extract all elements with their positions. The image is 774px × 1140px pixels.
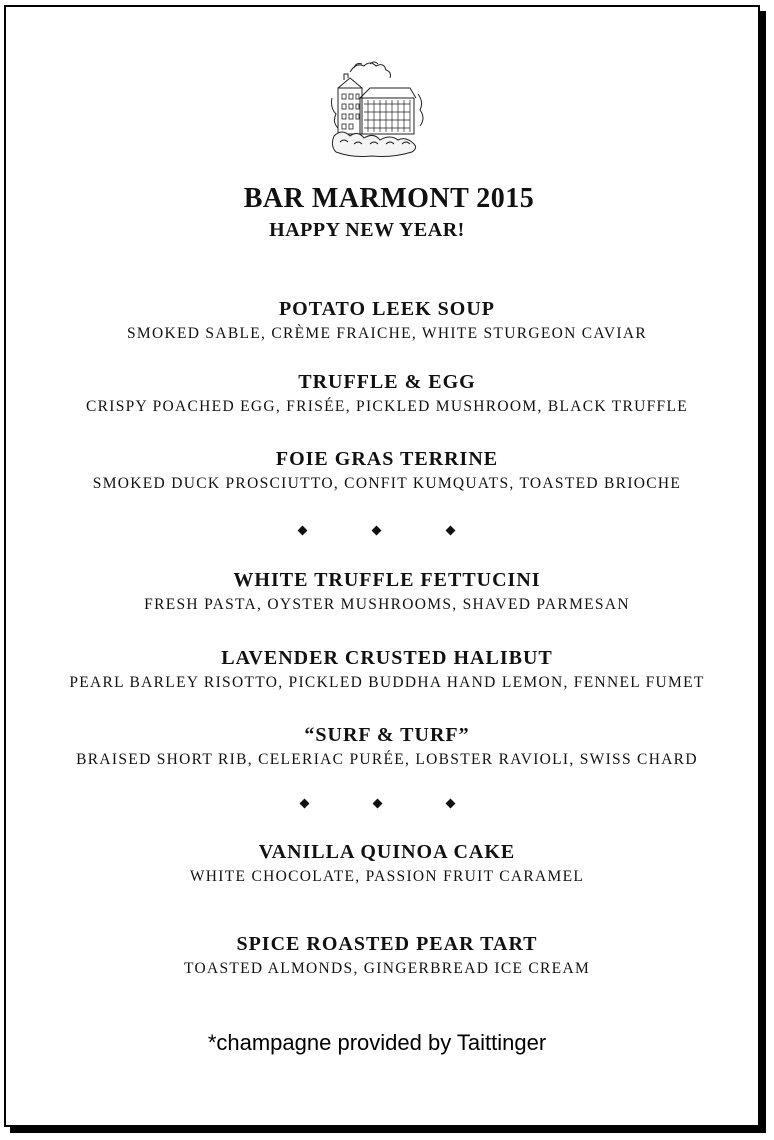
- dish-description: CRISPY POACHED EGG, FRISÉE, PICKLED MUSHROOM, BLACK TRUFFLE: [85, 398, 689, 415]
- diamond-icon: [298, 526, 308, 536]
- dish-name: WHITE TRUFFLE FETTUCINI: [233, 569, 541, 591]
- dish-name: “SURF & TURF”: [304, 724, 470, 746]
- menu-item: [0, 447, 774, 495]
- course-divider: [0, 795, 774, 815]
- dish-name: FOIE GRAS TERRINE: [275, 448, 499, 470]
- dish-description: SMOKED DUCK PROSCIUTTO, CONFIT KUMQUATS, TOASTED BRIOCHE: [92, 475, 682, 492]
- dish-name: VANILLA QUINOA CAKE: [258, 841, 516, 863]
- champagne-footnote: *champagne provided by Taittinger: [207, 1030, 547, 1055]
- diamond-icon: [372, 526, 382, 536]
- hotel-building-sketch-icon: [330, 58, 426, 158]
- menu-item: [0, 840, 774, 888]
- dish-name: POTATO LEEK SOUP: [278, 298, 496, 320]
- restaurant-title: BAR MARMONT 2015: [243, 183, 535, 214]
- course-divider: [0, 522, 774, 542]
- dish-description: BRAISED SHORT RIB, CELERIAC PURÉE, LOBSTER RAVIOLI, SWISS CHARD: [76, 751, 698, 768]
- event-subtitle: HAPPY NEW YEAR!: [269, 219, 465, 241]
- menu-item: [0, 568, 774, 616]
- diamond-icon: [446, 799, 456, 809]
- menu-item: [0, 370, 774, 418]
- menu-item: [0, 932, 774, 980]
- dish-description: WHITE CHOCOLATE, PASSION FRUIT CARAMEL: [189, 868, 585, 885]
- dish-description: PEARL BARLEY RISOTTO, PICKLED BUDDHA HAND LEMON, FENNEL FUMET: [69, 674, 705, 691]
- menu-item: [0, 723, 774, 771]
- menu-item: [0, 646, 774, 694]
- dish-name: TRUFFLE & EGG: [298, 371, 476, 393]
- diamond-icon: [300, 799, 310, 809]
- diamond-icon: [446, 526, 456, 536]
- dish-description: FRESH PASTA, OYSTER MUSHROOMS, SHAVED PARMESAN: [144, 596, 630, 613]
- diamond-icon: [373, 799, 383, 809]
- dish-description: SMOKED SABLE, CRÈME FRAICHE, WHITE STURGEON CAVIAR: [127, 325, 647, 342]
- dish-description: TOASTED ALMONDS, GINGERBREAD ICE CREAM: [183, 960, 591, 977]
- dish-name: LAVENDER CRUSTED HALIBUT: [221, 647, 553, 669]
- dish-name: SPICE ROASTED PEAR TART: [236, 933, 538, 955]
- menu-item: [0, 297, 774, 345]
